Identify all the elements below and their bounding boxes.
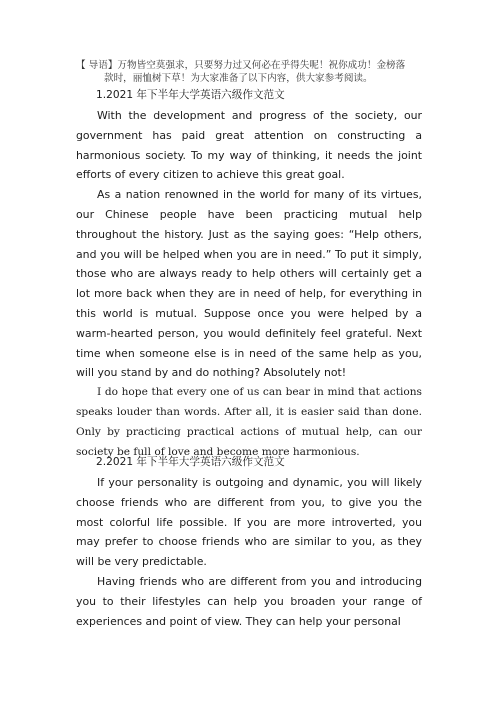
essay-2-paragraph-1: If your personality is outgoing and dynamic, you will likely choose friends who are different from you, to give you the most colorful life possible. If you are more introverted, you may prefer to choose friends who are similar to you, as they will be very predictable. (76, 476, 422, 569)
essay-2-body (76, 473, 422, 631)
intro-line-2: 款时，丽恤树下草！为大家准备了以下内容，供大家参考阅读。 (104, 72, 373, 84)
intro-line-1: 【 导语】万物皆空莫强求，只要努力过又何必在乎得失呢！祝你成功！金榜落 (76, 60, 406, 71)
essay-1-paragraph-3: I do hope that every one of us can bear in mind that actions speaks louder than words. After all, it is easier said than done. Only by practicing practical actions of mutual help, can our society be full of love and become more harmonious. (76, 386, 422, 458)
essay-1-body (76, 106, 422, 462)
essay-1-paragraph-2: As a nation renowned in the world for many of its virtues, our Chinese people have been practicing mutual help throughout the history. Just as the saying goes: “Help others, and you will be helped when you are in need.” To put it simply, those who are always ready to help others will certainly get a lot more back when they are in need of help, for everything in this world is mutual. Suppose once you were helped by a warm-hearted person, you would definitely feel grateful. Next time when someone else is in need of the same help as you, will you stand by and do nothing? Absolutely not! (76, 188, 422, 380)
essay-1-title: 1.2021 年下半年大学英语六级作文范文 (96, 89, 285, 101)
essay-1-paragraph-1: With the development and progress of the society, our government has paid great attention on constructing a harmonious society. To my way of thinking, it needs the joint efforts of every citizen to achieve this great goal. (76, 109, 422, 182)
essay-2-title: 2.2021 年下半年大学英语六级作文范文 (96, 456, 285, 468)
essay-2-paragraph-2: Having friends who are different from you and introducing you to their lifestyles can help you broaden your range of experiences and point of view. They can help your personal (76, 574, 422, 628)
intro-note (76, 60, 424, 85)
